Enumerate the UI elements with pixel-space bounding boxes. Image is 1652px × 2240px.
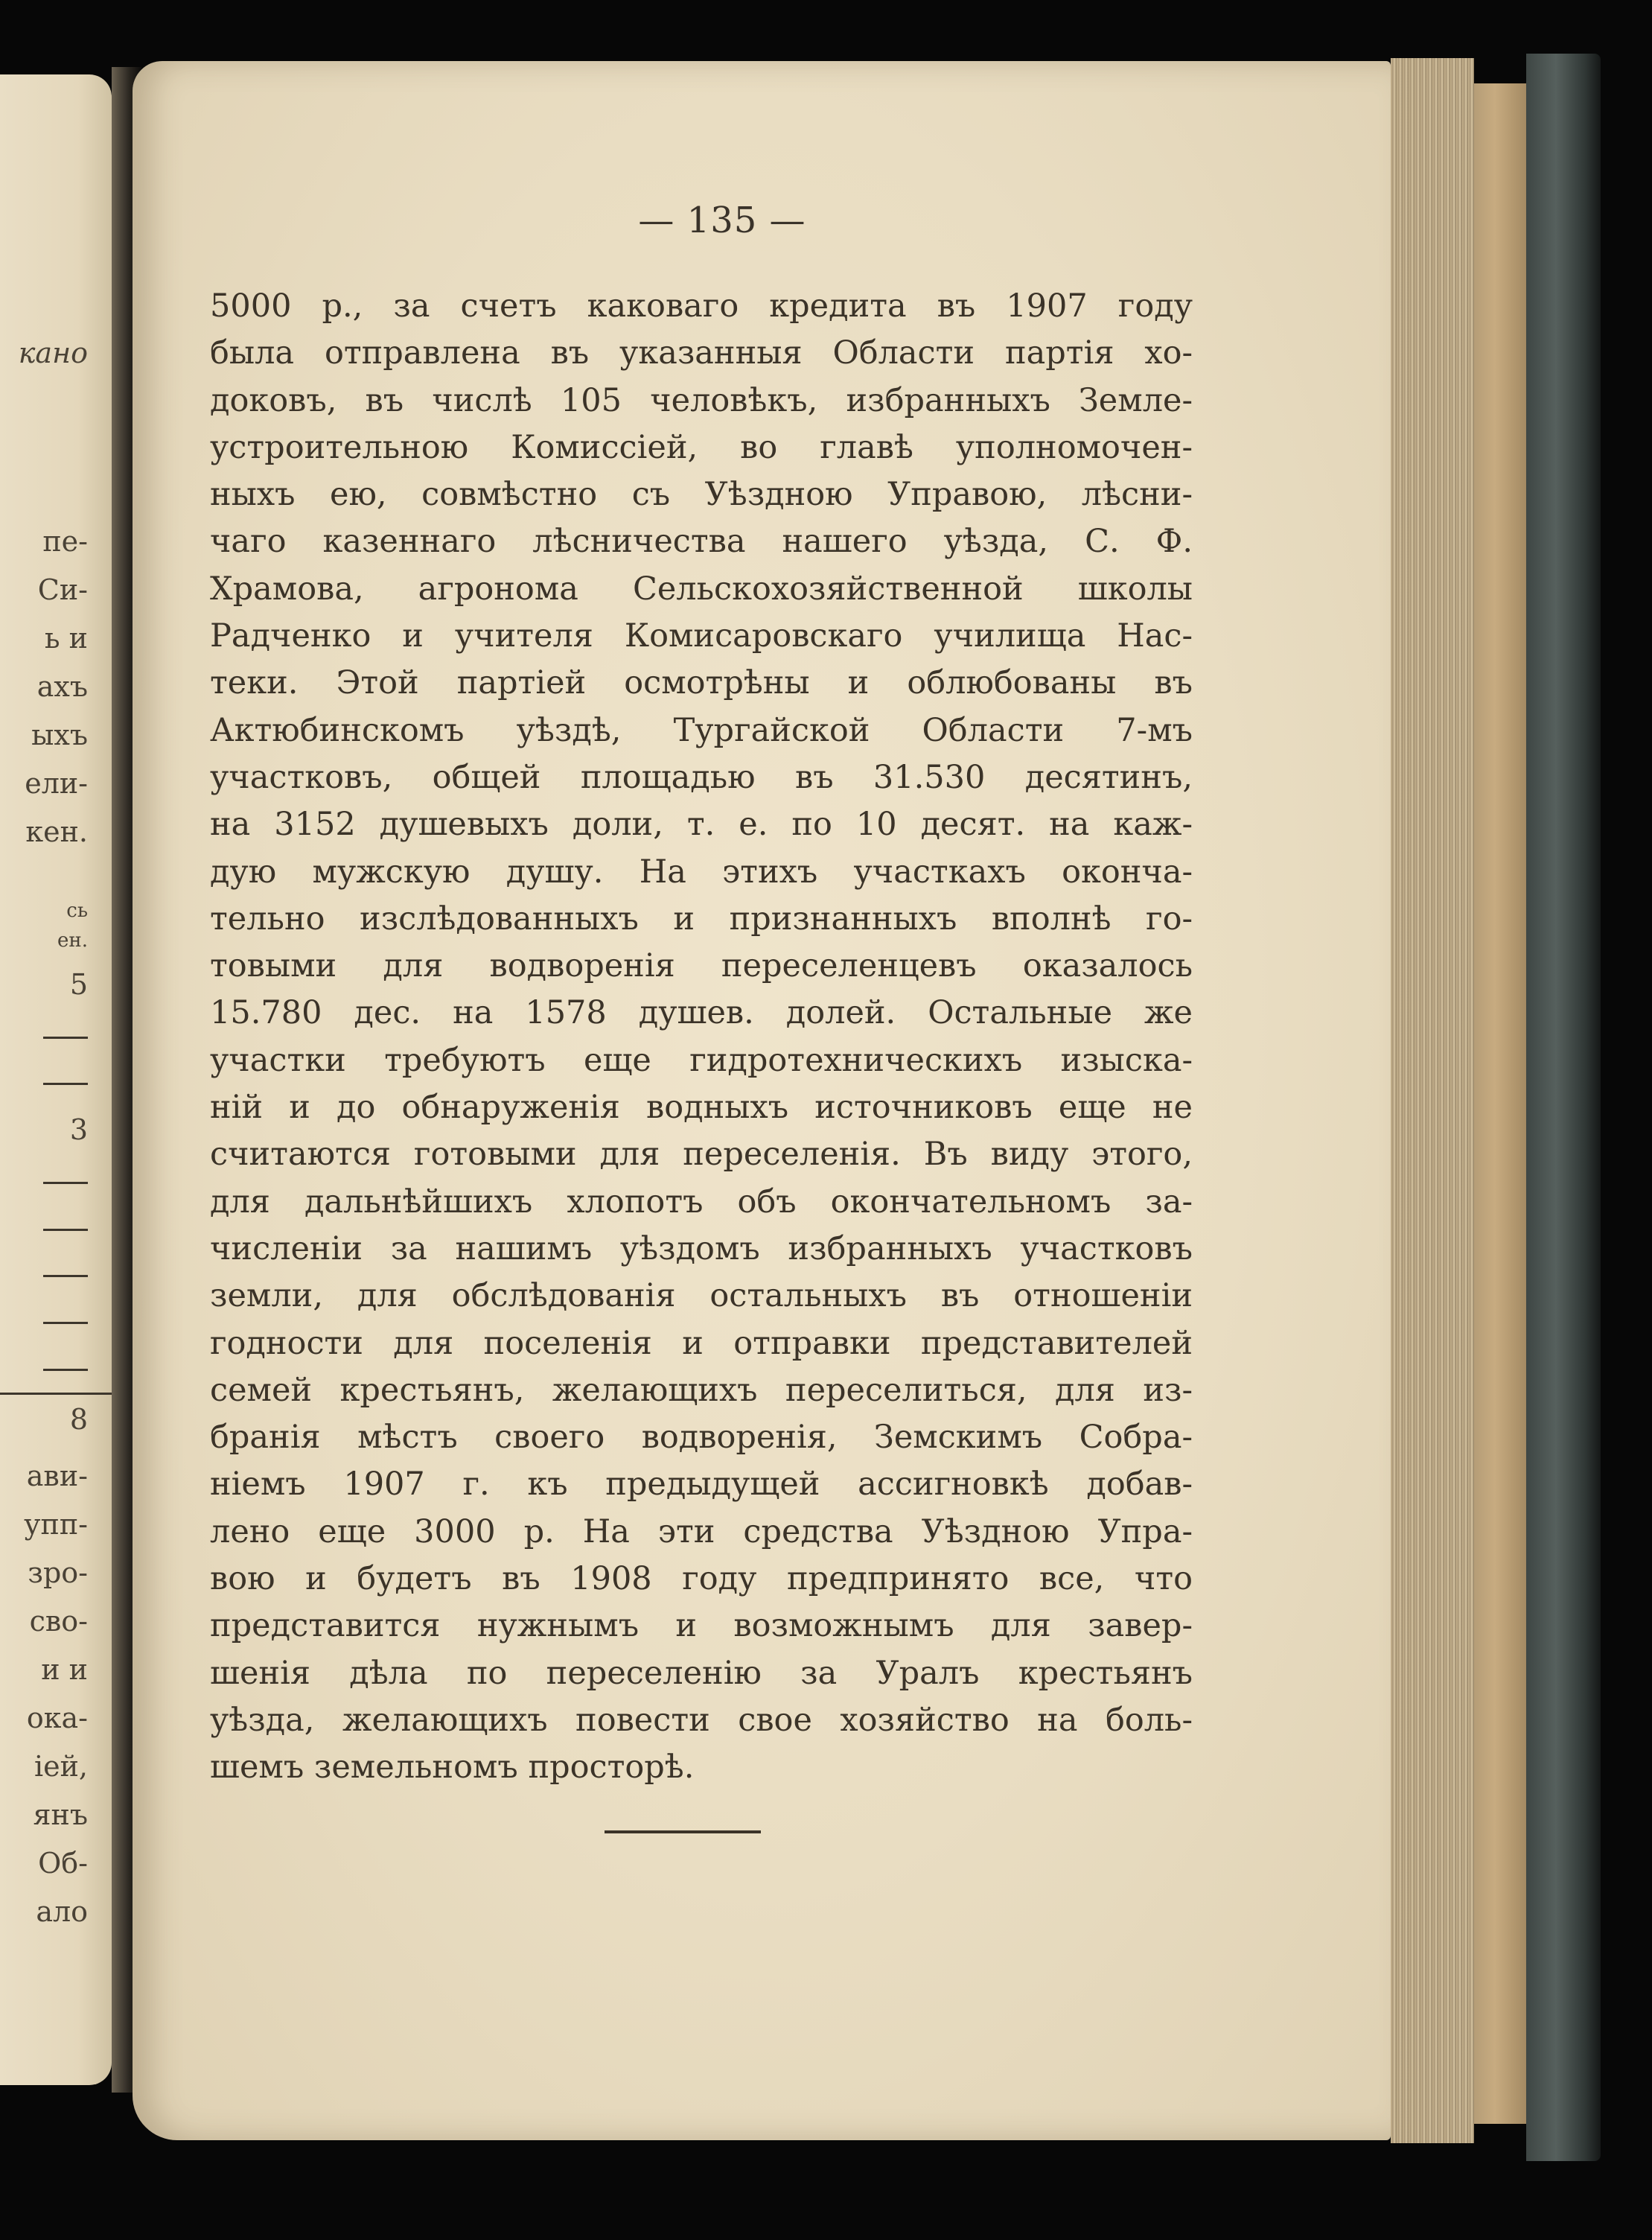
text-line: Храмова, агронома Сельскохозяйственной школы	[210, 570, 1193, 608]
text-line: ній и до обнаруженія водныхъ источниковъ еще не	[210, 1089, 1193, 1127]
text-line: численіи за нашимъ уѣздомъ избранныхъ участковъ	[210, 1229, 1193, 1267]
left-page-dash	[43, 1369, 88, 1371]
text-line: устроительною Комиссіей, во главѣ уполномочен-	[210, 428, 1193, 466]
text-line: представится нужнымъ и возможнымъ для завер-	[210, 1607, 1193, 1645]
left-page-fragment: ели-	[25, 767, 88, 800]
left-page-fragment: Об-	[38, 1847, 88, 1880]
end-rule	[605, 1830, 761, 1833]
text-line: доковъ, въ числѣ 105 человѣкъ, избранныхъ Земле-	[210, 381, 1193, 419]
page-edges-inner	[1474, 83, 1526, 2124]
left-page-fragment: 3	[69, 1113, 88, 1146]
left-page-dash	[43, 1083, 88, 1085]
left-page-fragment: ока-	[26, 1702, 88, 1734]
left-page-fragment: сь	[66, 900, 88, 922]
left-page-fragment: упп-	[24, 1508, 88, 1541]
left-page-fragment: ахъ	[36, 670, 88, 703]
text-line: ныхъ ею, совмѣстно съ Уѣздною Управою, лѣсни-	[210, 476, 1193, 514]
text-line: для дальнѣйшихъ хлопотъ объ окончательномъ за-	[210, 1183, 1193, 1221]
text-line: семей крестьянъ, желающихъ переселиться, для из-	[210, 1371, 1193, 1409]
text-line: ніемъ 1907 г. къ предыдущей ассигновкѣ добав-	[210, 1466, 1193, 1504]
previous-page-edge	[0, 74, 112, 2085]
left-page-fragment: іей,	[34, 1750, 88, 1783]
left-page-fragment: зро-	[28, 1556, 88, 1589]
left-page-fragment: ь и	[44, 622, 88, 655]
left-page-fragment: сво-	[29, 1605, 88, 1638]
left-page-fragment: и и	[41, 1653, 88, 1686]
left-page-fragment: 8	[69, 1403, 88, 1436]
text-line: чаго казеннаго лѣсничества нашего уѣзда, С. Ф.	[210, 523, 1193, 561]
left-page-fragment: ыхъ	[31, 719, 88, 751]
left-page-dash	[43, 1182, 88, 1184]
left-page-dash	[43, 1275, 88, 1277]
left-page-fragment: янъ	[33, 1798, 88, 1831]
text-line: 15.780 дес. на 1578 душев. долей. Остальные же	[210, 994, 1193, 1032]
left-page-dash	[43, 1037, 88, 1039]
text-line: товыми для водворенія переселенцевъ оказалось	[210, 947, 1193, 985]
text-line: 5000 р., за счетъ каковаго кредита въ 1907 году	[210, 287, 1193, 325]
text-line: Актюбинскомъ уѣздѣ, Тургайской Области 7-мъ	[210, 711, 1193, 749]
text-line: шенія дѣла по переселенію за Уралъ крестьянъ	[210, 1654, 1193, 1692]
text-line: вою и будетъ въ 1908 году предпринято все, что	[210, 1560, 1193, 1598]
text-line: участковъ, общей площадью въ 31.530 десятинъ,	[210, 758, 1193, 796]
text-line: шемъ земельномъ просторѣ.	[210, 1749, 695, 1786]
text-line: тельно изслѣдованныхъ и признанныхъ вполнѣ го-	[210, 900, 1193, 938]
left-page-fragment: пе-	[42, 525, 88, 558]
text-line: Радченко и учителя Комисаровскаго училища Нас-	[210, 617, 1193, 655]
text-line: участки требуютъ еще гидротехническихъ изыска-	[210, 1041, 1193, 1079]
text-line: бранія мѣстъ своего водворенія, Земскимъ Собра-	[210, 1419, 1193, 1457]
text-line: считаются готовыми для переселенія. Въ виду этого,	[210, 1136, 1193, 1174]
left-page-rule	[0, 1393, 112, 1395]
text-line: дую мужскую душу. На этихъ участкахъ оконча-	[210, 853, 1193, 891]
text-line: земли, для обслѣдованія остальныхъ въ отношеніи	[210, 1277, 1193, 1315]
text-line: теки. Этой партіей осмотрѣны и облюбованы въ	[210, 664, 1193, 702]
body-text	[210, 283, 1193, 1792]
left-page-fragment: ави-	[26, 1460, 88, 1492]
page-number: — 135 —	[638, 200, 806, 241]
text-line: лено еще 3000 р. На эти средства Уѣздною Упра-	[210, 1512, 1193, 1550]
text-line: на 3152 душевыхъ доли, т. е. по 10 десят. на каж-	[210, 806, 1193, 844]
page-edges	[1391, 58, 1474, 2143]
left-page-fragment: Си-	[37, 573, 88, 606]
text-line: уѣзда, желающихъ повести свое хозяйство на боль-	[210, 1701, 1193, 1739]
left-page-fragment: 5	[69, 968, 88, 1001]
left-page-dash	[43, 1229, 88, 1231]
left-page-fragment: кано	[18, 337, 88, 369]
book-cover	[1526, 54, 1601, 2161]
text-line: была отправлена въ указанныя Области партія хо-	[210, 334, 1193, 372]
text-line: годности для поселенія и отправки представителей	[210, 1324, 1193, 1362]
left-page-fragment: кен.	[25, 815, 88, 848]
left-page-fragment: ало	[36, 1895, 88, 1928]
left-page-fragment: ен.	[57, 929, 88, 952]
left-page-dash	[43, 1322, 88, 1324]
